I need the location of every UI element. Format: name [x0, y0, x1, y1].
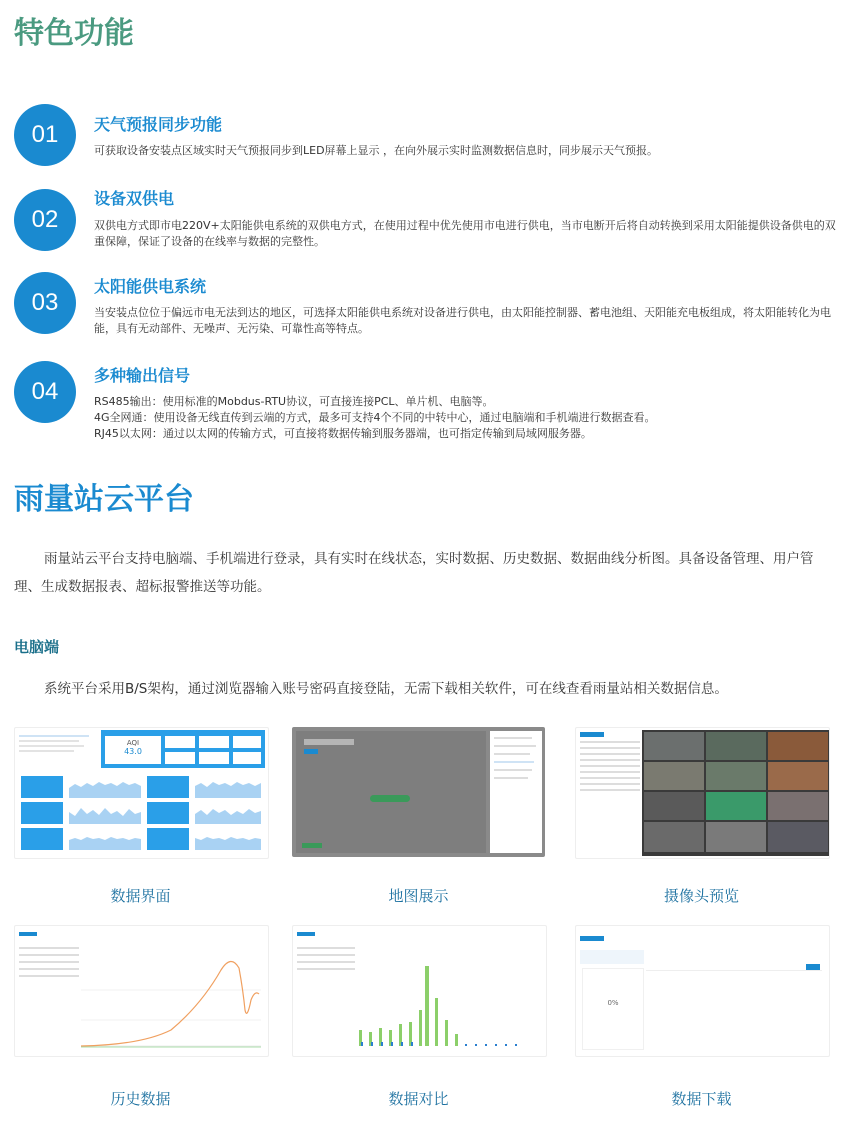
caption-map-display: 地图展示 — [388, 887, 449, 905]
feature-desc-weather: 可获取设备安装点区域实时天气预报同步到LED屏幕上显示 ，在向外展示实时监测数据信息时，同步展示天气预报。 — [94, 144, 659, 157]
screenshot-data-download — [575, 925, 830, 1057]
caption-data-interface: 数据界面 — [110, 887, 171, 905]
aqi-label: AQI — [126, 739, 140, 747]
feature-title-solar: 太阳能供电系统 — [94, 277, 207, 296]
pc-description: 系统平台采用B/S架构，通过浏览器输入账号密码直接登陆，无需下载相关软件，可在线查看雨量站相关数据信息。 — [44, 681, 728, 697]
feature-title-dual-power: 设备双供电 — [94, 189, 175, 208]
data-interface-charts — [15, 768, 268, 858]
caption-history-data: 历史数据 — [110, 1090, 171, 1108]
features-heading: 特色功能 — [14, 16, 134, 51]
screenshot-camera-preview — [575, 727, 830, 859]
feature-desc-solar: 当安装点位位于偏远市电无法到达的地区，可选择太阳能供电系统对设备进行供电，由太阳能控制器、蓄电池组、天阳能充电板组成，将太阳能转化为电能，具有无动部件、无噪声、无污染、可靠性高等特点。 — [94, 306, 831, 335]
screenshot-data-interface — [14, 727, 269, 859]
camera-grid — [642, 730, 830, 856]
caption-data-compare: 数据对比 — [388, 1090, 449, 1108]
feature-title-output: 多种输出信号 — [94, 366, 191, 385]
screenshot-history-data — [14, 925, 269, 1057]
feature-number-01: 01 — [14, 104, 76, 166]
download-progress-label: 0% — [607, 999, 619, 1007]
pc-subtitle: 电脑端 — [14, 638, 60, 656]
feature-number-04: 04 — [14, 361, 76, 423]
platform-heading: 雨量站云平台 — [14, 482, 194, 517]
feature-desc-dual-power: 双供电方式即市电220V+太阳能供电系统的双供电方式，在使用过程中优先使用市电进行供电，当市电断开后将自动转换到采用太阳能提供设备供电的双重保障，保证了设备的在线率与数据的完整性。 — [94, 219, 836, 248]
history-curve-chart — [81, 950, 261, 1050]
feature-number-03: 03 — [14, 272, 76, 334]
caption-data-download: 数据下载 — [671, 1090, 732, 1108]
feature-number-02: 02 — [14, 189, 76, 251]
platform-description: 雨量站云平台支持电脑端、手机端进行登录，具有实时在线状态，实时数据、历史数据、数据曲线分析图。具备设备管理、用户管理、生成数据报表、超标报警推送等功能。 — [14, 551, 814, 595]
feature-title-weather: 天气预报同步功能 — [94, 115, 223, 134]
screenshot-map-display — [292, 727, 545, 857]
compare-bar-chart — [357, 950, 537, 1050]
caption-camera-preview: 摄像头预览 — [663, 887, 739, 905]
aqi-value: 43.0 — [124, 747, 142, 756]
feature-desc-output: RS485输出：使用标准的Mobdus-RTU协议，可直接连接PCL、单片机、电脑等。 4G全网通：使用设备无线直传到云端的方式，最多可支持4个不同的中转中心，通过电脑端和手机端进行数据查看。 RJ45以太网：通过以太网的传输方式，可直接将数据传输到服务器端，也可指定传输到局域网服务器。 — [94, 395, 656, 440]
screenshot-data-compare — [292, 925, 547, 1057]
